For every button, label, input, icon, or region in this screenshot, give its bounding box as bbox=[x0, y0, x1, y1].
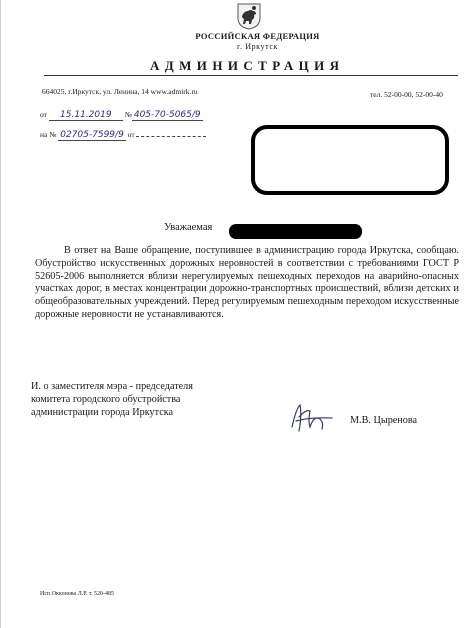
ref-prefix: на № bbox=[40, 130, 57, 139]
city-emblem-icon bbox=[235, 2, 263, 30]
signatory-name: М.В. Цыренова bbox=[350, 415, 418, 426]
handwritten-signature bbox=[286, 397, 338, 439]
city-name: г. Иркутск bbox=[237, 42, 278, 51]
redacted-recipient-block bbox=[251, 125, 449, 195]
phone-line: тел. 52-00-00, 52-00-40 bbox=[370, 90, 443, 99]
ref-from: от bbox=[127, 130, 135, 139]
registration-date: 15.11.2019 bbox=[49, 111, 123, 121]
salutation: Уважаемая bbox=[164, 222, 213, 233]
registration-number: 405-70-5065/9 bbox=[133, 110, 201, 120]
redacted-recipient-name bbox=[229, 224, 362, 239]
date-prefix: от bbox=[40, 110, 47, 119]
executor-footer: Исп.Окконова Л.Р. т. 520-485 bbox=[40, 591, 115, 597]
reference-number: 02705-7599/9 bbox=[60, 130, 124, 140]
scan-edge bbox=[0, 0, 1, 628]
signatory-position: И. о заместителя мэра - председателя комитета городского обустройства администрации города Иркутска bbox=[31, 381, 193, 418]
country-name: РОССИЙСКАЯ ФЕДЕРАЦИЯ bbox=[195, 31, 320, 41]
outgoing-registration bbox=[40, 110, 203, 121]
header-rule bbox=[44, 75, 458, 76]
letterhead-title: АДМИНИСТРАЦИЯ bbox=[150, 58, 345, 73]
reference-registration bbox=[40, 130, 206, 141]
address-line: 664025, г.Иркутск, ул. Ленина, 14 www.admirk.ru bbox=[42, 87, 198, 96]
number-sign: № bbox=[124, 110, 132, 119]
letter-body: В ответ на Ваше обращение, поступившее в администрацию города Иркутска, сообщаю. Обустройство искусственных дорожных неровностей в соответствии с требованиями ГОСТ Р 52605-2006 выполняется вблизи нерегулируемых пешеходных переходов на аварийно-опасных участках дорог, в местах концентрации дорожно-транспортных происшествий, вблизи детских и общеобразовательных учреждений. Перед регулируемым пешеходным переходом искусственные дорожные неровности не устанавливаются. bbox=[35, 245, 459, 320]
reference-date bbox=[136, 136, 206, 137]
